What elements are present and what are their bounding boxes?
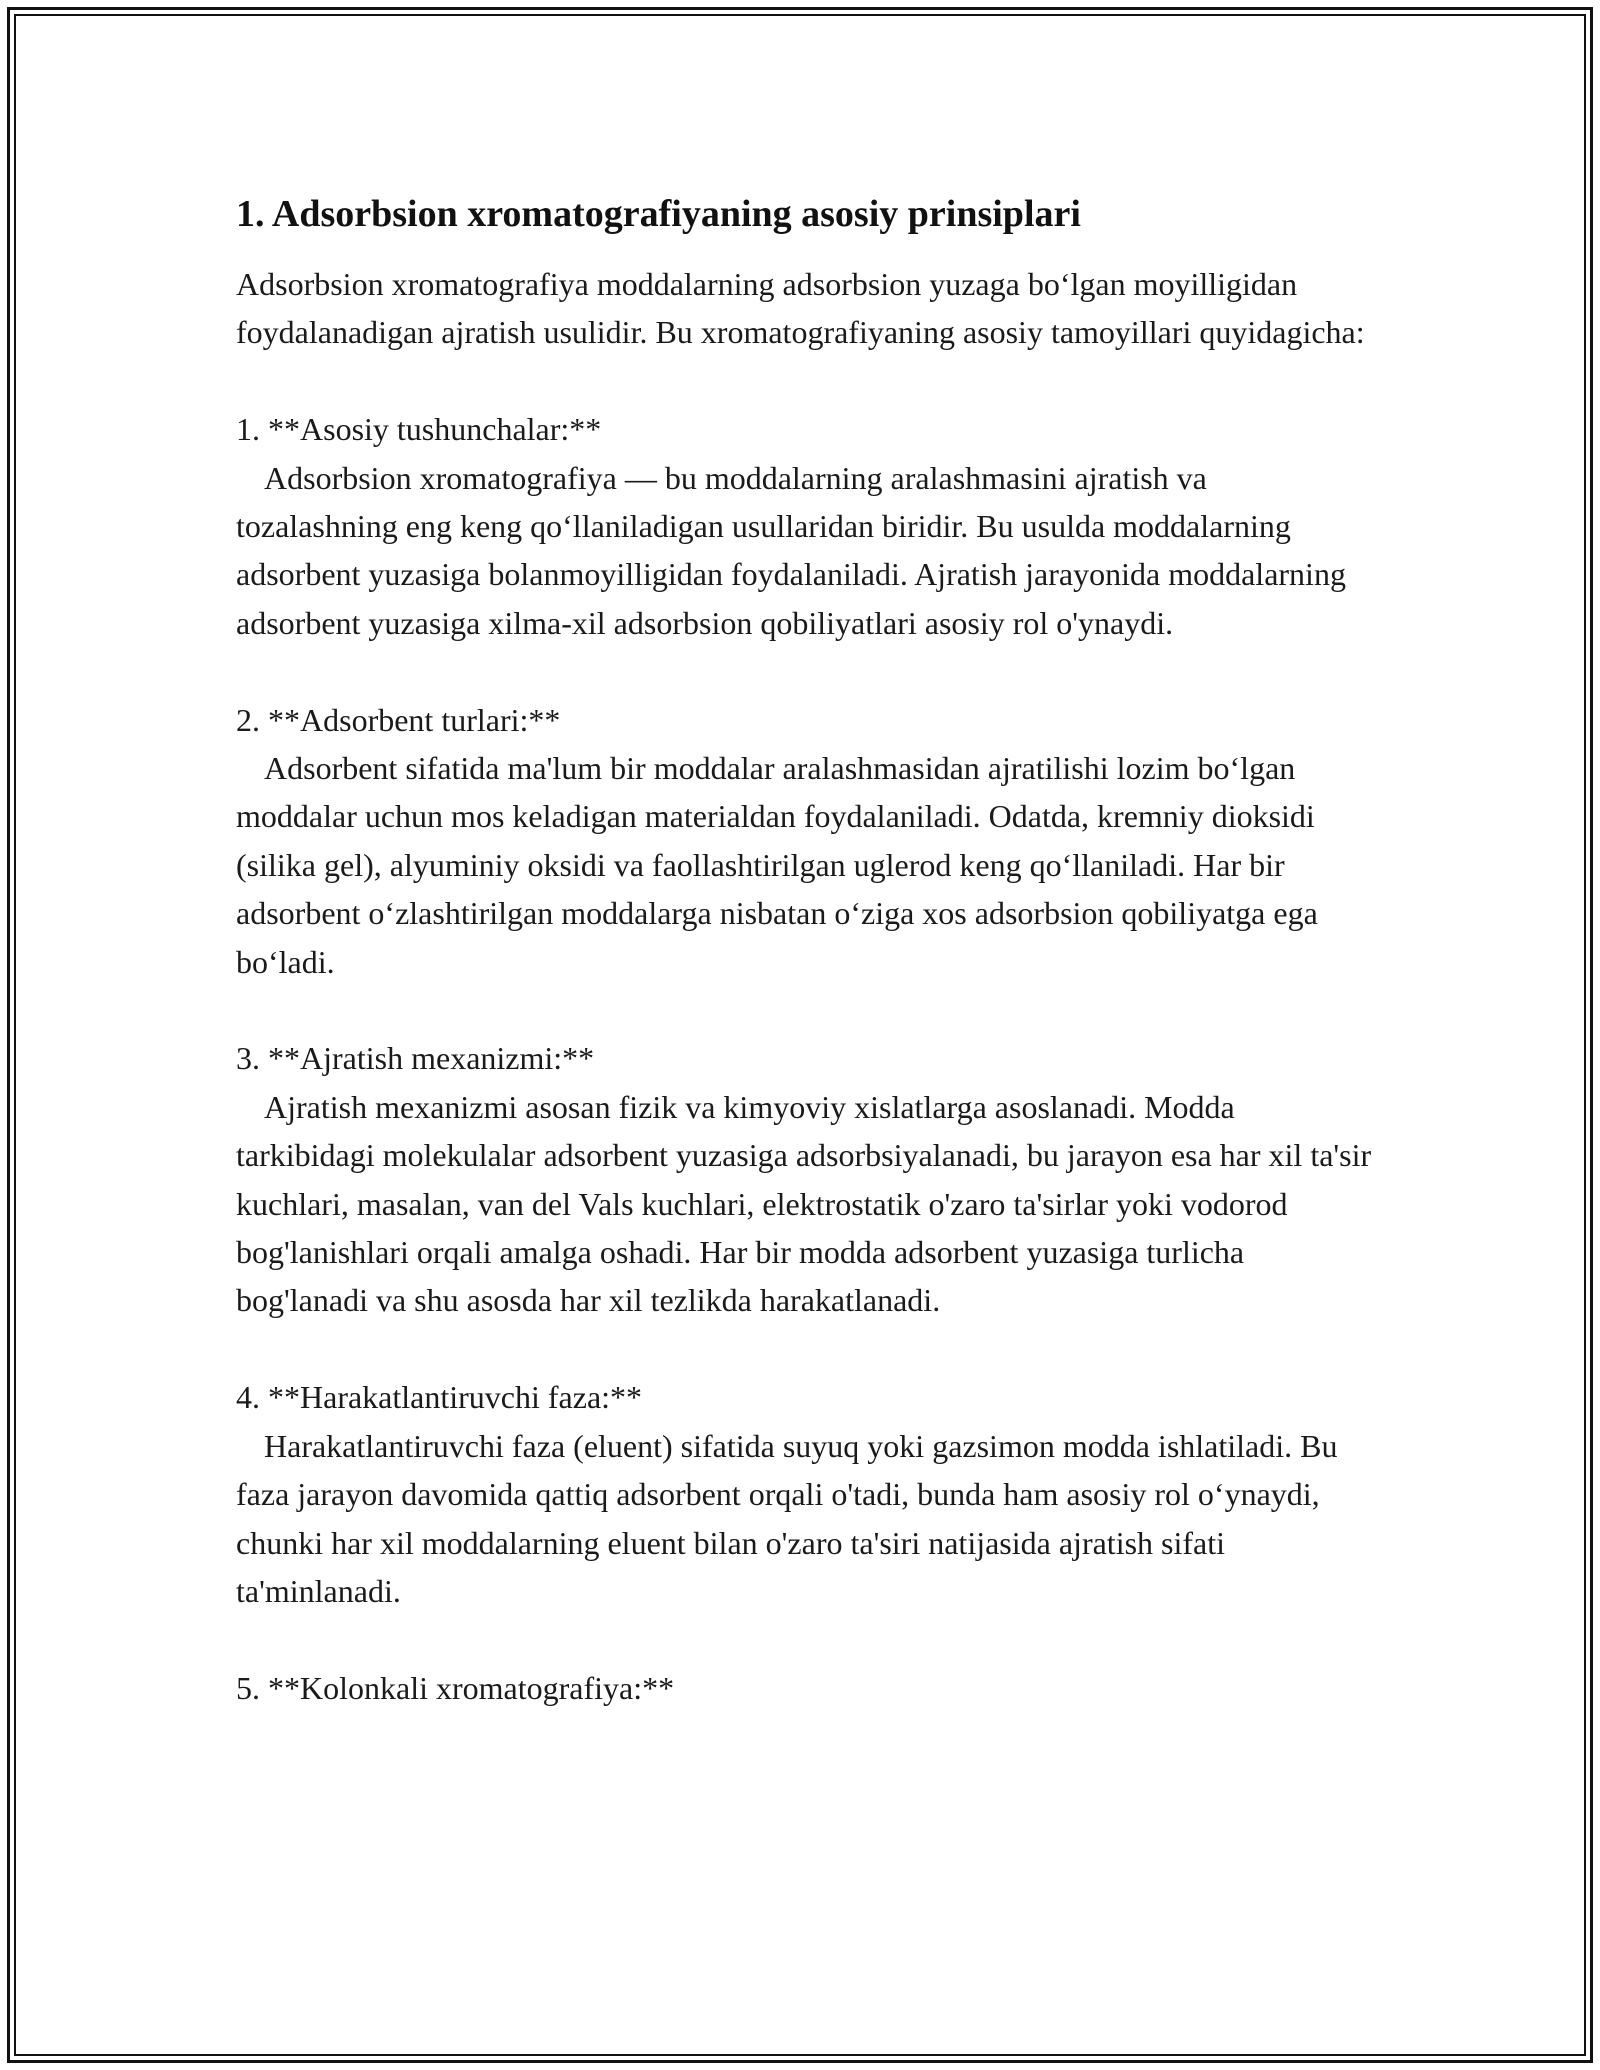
section-body: Harakatlantiruvchi faza (eluent) sifatida suyuq yoki gazsimon modda ishlatiladi. Bu faza jarayon davomida qattiq adsorbent orqali o'tadi, bunda ham asosiy rol o‘ynaydi, chunki har xil moddalarning eluent bilan o'zaro ta'siri natijasida ajratish sifati ta'minlanadi.	[236, 1427, 1346, 1609]
section-body: Adsorbsion xromatografiya — bu moddalarning aralashmasini ajratish va tozalashning eng keng qo‘llaniladigan usullaridan biridir. Bu usulda moddalarning adsorbent yuzasiga bolanmoyilligidan foydalaniladi. Ajratish jarayonida moddalarning adsorbent yuzasiga xilma-xil adsorbsion qobiliyatlari asosiy rol o'ynaydi.	[236, 459, 1354, 641]
section-kolonkali-xromatografiya	[236, 1664, 1376, 1712]
section-heading: 4. **Harakatlantiruvchi faza:**	[236, 1379, 643, 1416]
section-heading: 2. **Adsorbent turlari:**	[236, 701, 561, 738]
spacer	[236, 986, 1376, 1034]
section-adsorbent-turlari	[236, 696, 1376, 986]
document-content	[236, 186, 1380, 1712]
section-heading: 3. **Ajratish mexanizmi:**	[236, 1040, 595, 1077]
section-ajratish-mexanizmi	[236, 1034, 1380, 1324]
section-asosiy-tushunchalar	[236, 405, 1376, 647]
spacer	[236, 357, 1376, 405]
document-title: 1. Adsorbsion xromatografiyaning asosiy prinsiplari	[236, 193, 1081, 235]
spacer	[236, 647, 1376, 695]
section-harakatlantiruvchi-faza	[236, 1373, 1376, 1615]
spacer	[236, 1615, 1376, 1663]
section-heading: 1. **Asosiy tushunchalar:**	[236, 411, 602, 448]
spacer	[236, 1325, 1376, 1373]
section-body: Adsorbent sifatida ma'lum bir moddalar aralashmasidan ajratilishi lozim bo‘lgan moddalar uchun mos keladigan materialdan foydalaniladi. Odatda, kremniy dioksidi (silika gel), alyuminiy oksidi va faollashtirilgan uglerod keng qo‘llaniladi. Har bir adsorbent o‘zlashtirilgan moddalarga nisbatan o‘ziga xos adsorbsion qobiliyatga ega bo‘ladi.	[236, 750, 1326, 980]
section-heading: 5. **Kolonkali xromatografiya:**	[236, 1669, 675, 1706]
section-body: Ajratish mexanizmi asosan fizik va kimyoviy xislatlarga asoslanadi. Modda tarkibidagi molekulalar adsorbent yuzasiga adsorbsiyalanadi, bu jarayon esa har xil ta'sir kuchlari, masalan, van del Vals kuchlari, elektrostatik o'zaro ta'sirlar yoki vodorod bog'lanishlari orqali amalga oshadi. Har bir modda adsorbent yuzasiga turlicha bog'lanadi va shu asosda har xil tezlikda harakatlanadi.	[236, 1088, 1380, 1319]
intro-paragraph: Adsorbsion xromatografiya moddalarning adsorbsion yuzaga bo‘lgan moyilligidan foydalanadigan ajratish usulidir. Bu xromatografiyaning asosiy tamoyillari quyidagicha:	[236, 266, 1365, 351]
